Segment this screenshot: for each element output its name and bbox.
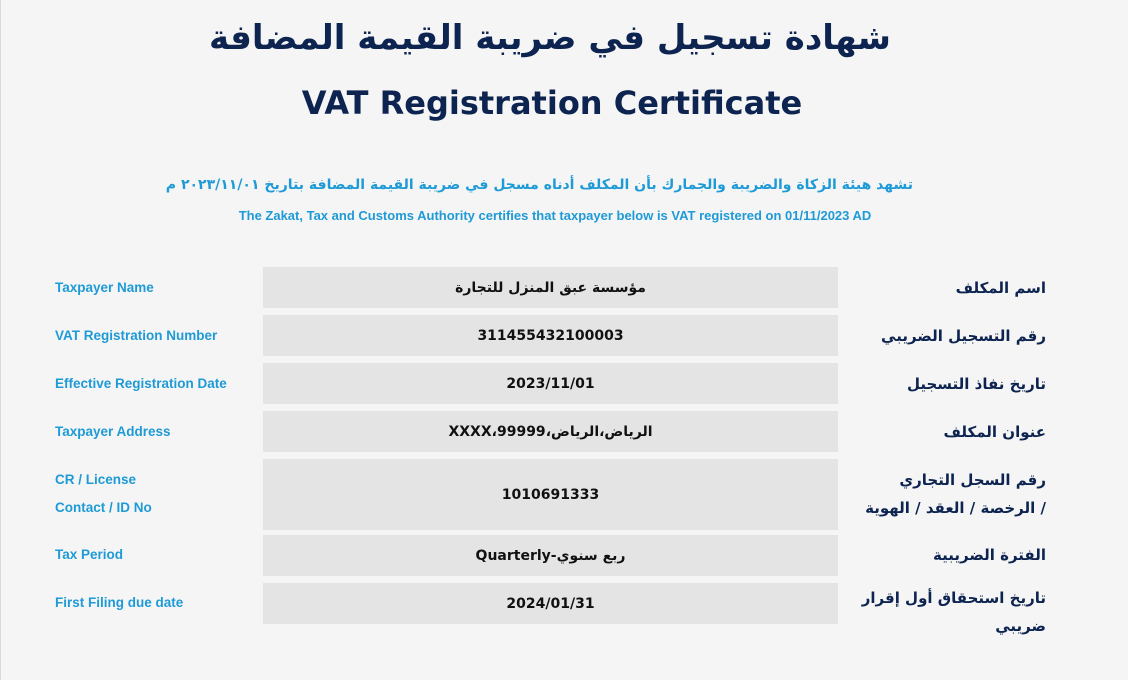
label-address-ar: عنوان المكلف — [943, 423, 1046, 441]
label-contact-id-ar: / الرخصة / العقد / الهوية — [865, 499, 1046, 517]
title-arabic: شهادة تسجيل في ضريبة القيمة المضافة — [209, 18, 891, 58]
label-first-filing-ar: تاريخ استحقاق أول إقرار — [861, 589, 1046, 607]
label-first-filing-en: First Filing due date — [55, 595, 184, 610]
row-effective-date — [0, 362, 1128, 404]
value-taxpayer-name: مؤسسة عبق المنزل للتجارة — [263, 267, 838, 308]
label-effective-date-ar: تاريخ نفاذ التسجيل — [906, 375, 1046, 393]
row-address — [0, 410, 1128, 452]
row-tax-period — [0, 534, 1128, 576]
label-effective-date-en: Effective Registration Date — [55, 376, 227, 391]
label-vat-number-en: VAT Registration Number — [55, 328, 218, 343]
value-tax-period: ربع سنوي-Quarterly — [263, 535, 838, 576]
row-taxpayer-name — [0, 266, 1128, 308]
label-vat-number-ar: رقم التسجيل الضريبي — [881, 327, 1046, 345]
label-tax-period-ar: الفترة الضريبية — [933, 546, 1046, 564]
value-effective-date: 2023/11/01 — [263, 363, 838, 404]
value-first-filing: 2024/01/31 — [263, 583, 838, 624]
label-taxpayer-name-en: Taxpayer Name — [55, 280, 154, 295]
value-cr-license: 1010691333 — [263, 459, 838, 530]
row-cr-license — [0, 458, 1128, 530]
title-english: VAT Registration Certificate — [301, 84, 803, 122]
label-contact-id-en: Contact / ID No — [55, 500, 152, 515]
label-cr-license-en: CR / License — [55, 472, 137, 487]
certification-text-english: The Zakat, Tax and Customs Authority certifies that taxpayer below is VAT registered on 01/11/2023 AD — [238, 208, 872, 223]
row-vat-number — [0, 314, 1128, 356]
certification-text-arabic: تشهد هيئة الزكاة والضريبة والجمارك بأن المكلف أدناه مسجل في ضريبة القيمة المضافة بتاريخ ٢٠٢٣/١١/٠١ م — [165, 177, 913, 193]
label-first-filing-ar-2: ضريبي — [995, 617, 1046, 635]
label-tax-period-en: Tax Period — [55, 547, 124, 562]
row-first-filing — [0, 582, 1128, 642]
label-address-en: Taxpayer Address — [55, 424, 171, 439]
label-taxpayer-name-ar: اسم المكلف — [955, 279, 1046, 297]
value-vat-number: 311455432100003 — [263, 315, 838, 356]
value-address: الرياض،الرياض،99999،XXXX — [263, 411, 838, 452]
label-cr-license-ar: رقم السجل التجاري — [899, 471, 1046, 489]
